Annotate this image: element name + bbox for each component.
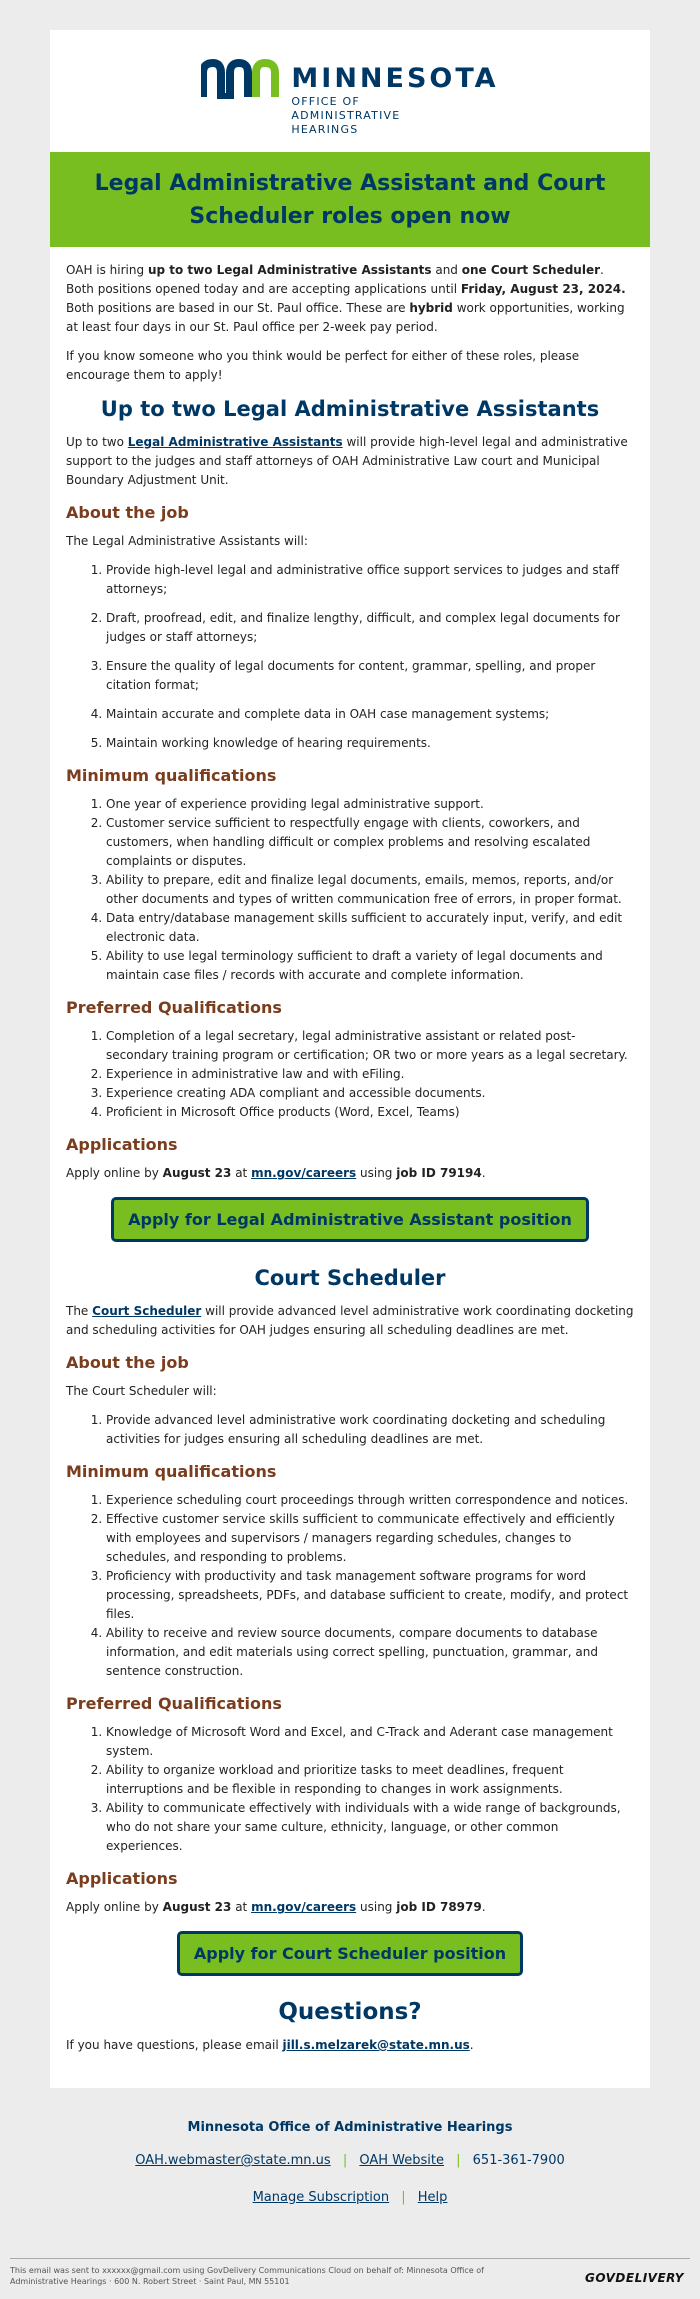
list-item: 5. Ability to use legal terminology sufficient to draft a variety of legal documents and maintain case files / records with accurate and complete information.	[106, 947, 634, 985]
intro-text: Both positions are based in our St. Paul office. These are	[66, 301, 410, 315]
apply-text: using	[356, 1900, 397, 1914]
email-body	[50, 247, 650, 2055]
legal-section-title: Up to two Legal Administrative Assistants	[100, 397, 600, 421]
list-item: 3. Experience creating ADA compliant and accessible documents.	[106, 1084, 634, 1103]
list-item: 1. Provide high-level legal and administrative office support services to judges and staff attorneys;	[106, 561, 634, 599]
banner-title: Legal Administrative Assistant and Court Scheduler roles open now	[94, 170, 606, 229]
footer-contact-row	[0, 2153, 700, 2168]
court-button-wrap	[66, 1931, 634, 1976]
list-item: 2. Customer service sufficient to respectfully engage with clients, coworkers, and customers, when handling difficult or complex problems and resolving escalated complaints or disputes.	[106, 814, 634, 871]
apply-text: at	[231, 1166, 252, 1180]
list-item: 2. Effective customer service skills sufficient to communicate effectively and efficiently with employees and supervisors / managers regarding schedules, changes to schedules, and responding to problems.	[106, 1510, 634, 1567]
footer-links-row	[0, 2190, 700, 2205]
apply-text: Apply online by	[66, 1900, 163, 1914]
questions-section	[66, 1998, 634, 2055]
apply-court-button[interactable]: Apply for Court Scheduler position	[177, 1931, 523, 1976]
header-logo	[50, 30, 650, 152]
list-item: 1. Completion of a legal secretary, legal administrative assistant or related post-secondary training program or certification; OR two or more years as a legal secretary.	[106, 1027, 634, 1065]
list-item: 1. Provide advanced level administrative work coordinating docketing and scheduling activities for judges ensuring all scheduling deadlines are met.	[106, 1411, 634, 1449]
list-item: 3. Ensure the quality of legal documents for content, grammar, spelling, and proper citation format;	[106, 657, 634, 695]
legal-min-heading: Minimum qualifications	[66, 766, 277, 785]
apply-text: .	[481, 1900, 486, 1914]
mn-logo-icon	[201, 59, 281, 99]
list-item: 3. Ability to communicate effectively with individuals with a wide range of backgrounds, who do not share your same culture, ethnicity, language, or other common experiences.	[106, 1799, 634, 1856]
court-about-lead: The Court Scheduler will:	[66, 1384, 217, 1398]
apply-text: .	[481, 1166, 486, 1180]
list-item: 4. Ability to receive and review source documents, compare documents to database information, and edit materials using correct spelling, punctuation, grammar, and sentence construction.	[106, 1624, 634, 1681]
court-apps-heading: Applications	[66, 1869, 178, 1888]
legal-desc-text: will provide high-level legal and administrative support to the judges and staff attorneys of OAH Administrative Law court and Municipal Boundary Adjustment Unit.	[66, 435, 628, 487]
court-min-heading: Minimum qualifications	[66, 1462, 277, 1481]
fine-print	[10, 2258, 690, 2287]
footer-phone: 651-361-7900	[472, 2153, 565, 2168]
oah-website-link[interactable]: OAH Website	[359, 2153, 444, 2168]
manage-subscription-link[interactable]: Manage Subscription	[252, 2190, 390, 2205]
careers-link[interactable]: mn.gov/careers	[251, 1166, 357, 1180]
legal-desc-text: Up to two	[66, 435, 128, 449]
intro-paragraph	[66, 261, 634, 337]
legal-pref-heading: Preferred Qualifications	[66, 998, 282, 1017]
list-item: 5. Maintain working knowledge of hearing requirements.	[106, 734, 634, 753]
intro-text: . Both positions opened today and are accepting applications until	[66, 263, 604, 296]
brand-subtitle: OFFICE OF ADMINISTRATIVE HEARINGS	[291, 95, 401, 136]
apply-date: August 23	[162, 1166, 232, 1180]
list-item: 1. Experience scheduling court proceedings through written correspondence and notices.	[106, 1491, 634, 1510]
apply-date: August 23	[162, 1900, 232, 1914]
intro-text: and	[431, 263, 462, 277]
court-desc-text: The	[66, 1304, 93, 1318]
list-item: 2. Experience in administrative law and with eFiling.	[106, 1065, 634, 1084]
legal-pref-list	[66, 1027, 634, 1122]
list-item: 4. Proficient in Microsoft Office products (Word, Excel, Teams)	[106, 1103, 634, 1122]
footer-separator: |	[456, 2153, 461, 2168]
footer-org-name: Minnesota Office of Administrative Hearings	[187, 2120, 513, 2135]
apply-text: using	[356, 1166, 397, 1180]
contact-email-link[interactable]: jill.s.melzarek@state.mn.us	[282, 2038, 470, 2052]
careers-link[interactable]: mn.gov/careers	[251, 1900, 357, 1914]
fine-print-text: This email was sent to xxxxxx@gmail.com using GovDelivery Communications Cloud on behalf of: Minnesota Office of Administrative Hearings · 600 N. Robert Street · Saint Paul, MN 55101	[10, 2266, 484, 2286]
court-apply-text	[66, 1898, 634, 1917]
list-item: 3. Proficiency with productivity and task management software programs for word processing, spreadsheets, PDFs, and database sufficient to create, modify, and protect files.	[106, 1567, 634, 1624]
intro-text: work opportunities, working at least four days in our St. Paul office per 2-week pay period.	[66, 301, 625, 334]
legal-min-list	[66, 795, 634, 985]
logo-lockup	[201, 45, 498, 137]
list-item: 2. Ability to organize workload and prioritize tasks to meet deadlines, frequent interruptions and be flexible in responding to changes in work assignments.	[106, 1761, 634, 1799]
intro-bold: hybrid	[409, 301, 453, 315]
court-about-heading: About the job	[66, 1353, 189, 1372]
job-id: job ID 79194	[396, 1166, 482, 1180]
apply-text: at	[231, 1900, 252, 1914]
footer-separator: |	[401, 2190, 406, 2205]
questions-lead: If you have questions, please email	[66, 2038, 283, 2052]
list-item: 4. Data entry/database management skills sufficient to accurately input, verify, and edit electronic data.	[106, 909, 634, 947]
intro-text: OAH is hiring	[66, 263, 148, 277]
intro-deadline: Friday, August 23, 2024.	[460, 282, 626, 296]
court-pref-list	[66, 1723, 634, 1856]
court-section-title: Court Scheduler	[254, 1266, 446, 1290]
legal-role-link[interactable]: Legal Administrative Assistants	[127, 435, 343, 449]
apply-text: Apply online by	[66, 1166, 163, 1180]
list-item: 1. One year of experience providing legal administrative support.	[106, 795, 634, 814]
list-item: 4. Maintain accurate and complete data in OAH case management systems;	[106, 705, 634, 724]
court-desc-text: will provide advanced level administrative work coordinating docketing and scheduling activities for OAH judges ensuring all scheduling deadlines are met.	[66, 1304, 634, 1337]
apply-legal-button[interactable]: Apply for Legal Administrative Assistant position	[111, 1197, 589, 1242]
legal-description	[66, 433, 634, 490]
govdelivery-logo[interactable]: GOVDELIVERY	[585, 2271, 684, 2285]
job-id: job ID 78979	[396, 1900, 482, 1914]
email-card	[50, 30, 650, 2088]
legal-button-wrap	[66, 1197, 634, 1242]
court-duties-list	[66, 1411, 634, 1449]
list-item: 2. Draft, proofread, edit, and finalize lengthy, difficult, and complex legal documents for judges or staff attorneys;	[106, 609, 634, 647]
court-pref-heading: Preferred Qualifications	[66, 1694, 282, 1713]
footer	[0, 2120, 700, 2227]
list-item: 3. Ability to prepare, edit and finalize legal documents, emails, memos, reports, and/or other documents and types of written communication free of errors, in proper format.	[106, 871, 634, 909]
legal-about-heading: About the job	[66, 503, 189, 522]
intro-bold: up to two Legal Administrative Assistants	[147, 263, 432, 277]
legal-about-lead: The Legal Administrative Assistants will:	[66, 534, 308, 548]
court-description	[66, 1302, 634, 1340]
legal-apply-text	[66, 1164, 634, 1183]
intro-bold: one Court Scheduler	[461, 263, 601, 277]
brand-name: MINNESOTA	[291, 63, 499, 94]
help-link[interactable]: Help	[417, 2190, 448, 2205]
questions-text	[66, 2036, 634, 2055]
webmaster-email-link[interactable]: OAH.webmaster@state.mn.us	[135, 2153, 331, 2168]
legal-apps-heading: Applications	[66, 1135, 178, 1154]
legal-duties-list	[66, 561, 634, 753]
questions-title: Questions?	[278, 1999, 422, 2025]
questions-end: .	[469, 2038, 474, 2052]
footer-separator: |	[342, 2153, 348, 2168]
court-role-link[interactable]: Court Scheduler	[92, 1304, 202, 1318]
intro-encourage: If you know someone who you think would be perfect for either of these roles, please encourage them to apply!	[66, 349, 580, 382]
court-min-list	[66, 1491, 634, 1681]
banner	[50, 152, 650, 247]
list-item: 1. Knowledge of Microsoft Word and Excel, and C-Track and Aderant case management system.	[106, 1723, 634, 1761]
